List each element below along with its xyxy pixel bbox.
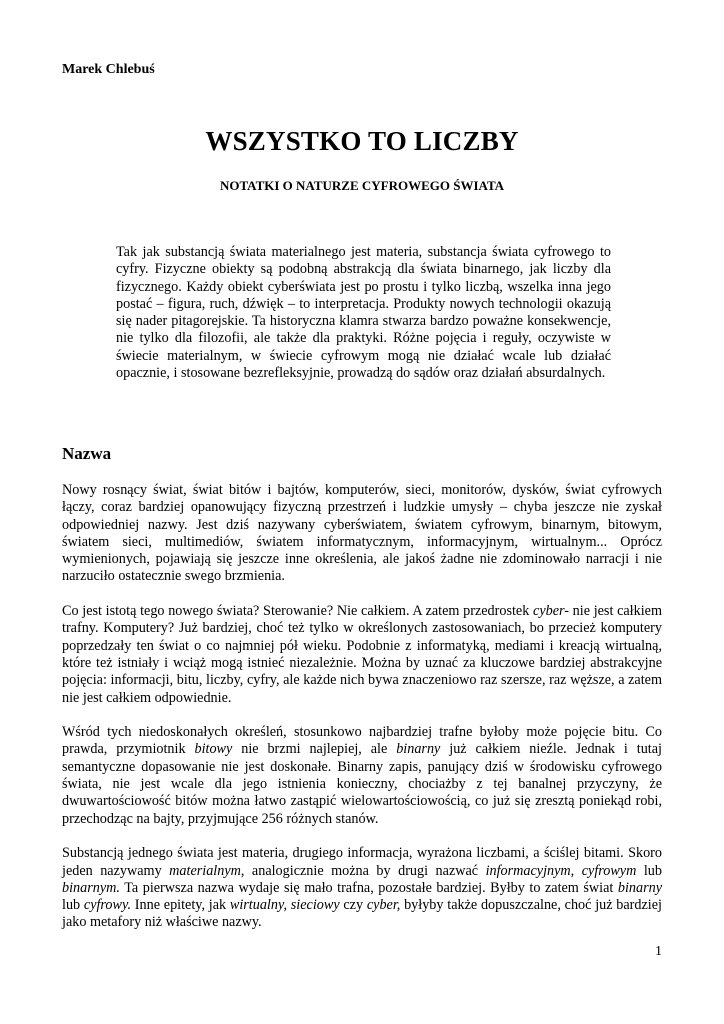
paragraph-1: Nowy rosnący świat, świat bitów i bajtów, komputerów, sieci, monitorów, dysków, świat cyfrowych łączy, coraz bardziej opanowujący fizyczną przestrzeń i ludzkie umysły – chyba jeszcze nie zyskał odpowiedniej nazwy. Jest dziś nazywany cyberświatem, światem cyfrowym, binarnym, bitowym, światem sieci, multimediów, światem informatycznym, informacyjnym, wirtualnym... Oprócz wymienionych, pojawiają się jeszcze inne określenia, ale jakoś żadne nie zdominowało narracji i nie narzuciło ostatecznie swego brzmienia. [62,482,662,585]
author-name: Marek Chlebuś [62,62,155,77]
paragraph-2: Co jest istotą tego nowego świata? Sterowanie? Nie całkiem. A zatem przedrostek cyber- nie jest całkiem trafny. Komputery? Już bardziej, choć też tylko w określonych zastosowaniach, bo przecież komputery poprzedzały ten świat o co najmniej pół wieku. Podobnie z informatyką, mediami i kreacją wirtualną, które też istniały i wciąż mogą istnieć niezależnie. Można by uznać za kluczowe bardziej abstrakcyjne pojęcia: informacji, bitu, liczby, cyfry, ale każde nich bywa znaczeniowo raz szersze, raz węższe, a zatem nie jest całkiem odpowiednie. [62,603,662,706]
section-heading: Nazwa [62,444,112,463]
document-title: WSZYSTKO TO LICZBY [205,126,519,156]
document-subtitle: NOTATKI O NATURZE CYFROWEGO ŚWIATA [219,178,505,193]
paragraph-4: Substancją jednego świata jest materia, drugiego informacja, wyrażona liczbami, a ściślej bitami. Skoro jeden nazywamy materialnym, analogicznie można by drugi nazwać informacyjnym, cyfrowym lub binarnym. Ta pierwsza nazwa wydaje się mało trafna, pozostałe bardziej. Byłby to zatem świat binarny lub cyfrowy. Inne epitety, jak wirtualny, sieciowy czy cyber, byłyby także dopuszczalne, choć już bardziej jako metafory niż właściwe nazwy. [62,845,662,931]
body-text [62,482,662,949]
page-number: 1 [655,944,662,959]
paragraph-3: Wśród tych niedoskonałych określeń, stosunkowo najbardziej trafne byłoby może pojęcie bitu. Co prawda, przymiotnik bitowy nie brzmi najlepiej, ale binarny już całkiem nieźle. Jednak i tutaj semantyczne dopasowanie nie jest doskonałe. Binarny zapis, panujący dziś w środowisku cyfrowego świata, nie jest wcale dla jego istnienia konieczny, chociażby z tej banalnej przyczyny, że dwuwartościowość bitów można łatwo zastąpić wielowartościowością, co już się zresztą poniekąd robi, przechodząc na bajty, przyjmujące 256 różnych stanów. [62,724,662,827]
abstract [116,244,611,382]
abstract-text: Tak jak substancją świata materialnego jest materia, substancja świata cyfrowego to cyfry. Fizyczne obiekty są podobną abstrakcją dla świata binarnego, jak liczby dla fizycznego. Każdy obiekt cyberświata jest po prostu i tylko liczbą, wszelka inna jego postać – figura, ruch, dźwięk – to interpretacja. Produkty nowych technologii okazują się nader pitagorejskie. Ta historyczna klamra stwarza bardzo poważne konsekwencje, nie tylko dla filozofii, ale także dla praktyki. Różne pojęcia i reguły, oczywiste w świecie materialnym, w świecie cyfrowym mogą nie działać wcale lub działać opacznie, i stosowane bezrefleksyjnie, prowadzą do sądów oraz działań absurdalnych. [116,244,611,382]
